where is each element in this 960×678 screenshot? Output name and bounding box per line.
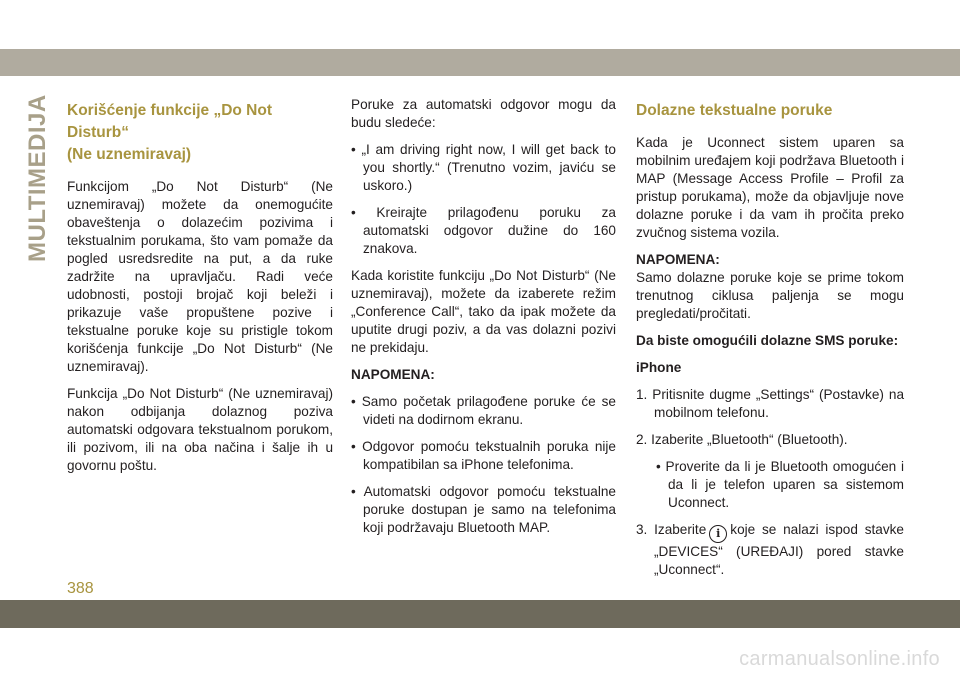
header-band [0,49,960,76]
paragraph: Funkcijom „Do Not Disturb“ (Ne uznemiravaj) možete da onemogućite obaveštenja o dolazećim pozivima i tekstualnim porukama, što vam pomaže da pogled usredsredite na put, a da ruke zadržite na upravljaču. Radi veće udobnosti, postoji brojač koji beleži i prikazuje vaše propuštene pozive i tekstualne poruke koje su pristigle tokom korišćenja funkcije „Do Not Disturb“ (Ne uznemiravaj). [67,179,333,374]
section-heading-do-not-disturb [67,100,333,166]
section-side-label: MULTIMEDIJA [24,94,51,262]
column-2 [351,96,616,546]
bullet-item: • „I am driving right now, I will get back to you shortly.“ (Trenutno vozim, javiću se uskoro.) [351,142,616,193]
note-bullet: • Samo početak prilagođene poruke će se videti na dodirnom ekranu. [351,394,616,427]
sms-heading: Da biste omogućili dolazne SMS poruke: [636,333,899,348]
step-3 [636,521,904,579]
paragraph: Kada je Uconnect sistem uparen sa mobilnim uređajem koji podržava Bluetooth i MAP (Message Access Profile – Profil za pristup porukama), može da objavljuje nove dolazne poruke i da vam ih pročita preko zvučnog sistema vozila. [636,135,904,240]
page-number: 388 [67,580,94,597]
paragraph: Funkcija „Do Not Disturb“ (Ne uznemiravaj) nakon odbijanja dolaznog poziva automatski odgovara tekstualnom porukom, ili pozivom, ili na oba načina i šalje ih u govornu poštu. [67,386,333,473]
note-bullet: • Automatski odgovor pomoću tekstualne poruke dostupan je samo na telefonima koji podržavaju Bluetooth MAP. [351,484,616,535]
note-text: Samo dolazne poruke koje se prime tokom trenutnog ciklusa paljenja se mogu pregledati/pročitati. [636,270,904,321]
step-3-suffix: koje se nalazi ispod stavke „DEVICES“ (UREĐAJI) pored stavke „Uconnect“. [654,522,904,577]
paragraph: Poruke za automatski odgovor mogu da budu sledeće: [351,97,616,130]
watermark: carmanualsonline.info [739,648,940,670]
note-heading: NAPOMENA: [351,367,435,382]
iphone-heading: iPhone [636,360,682,375]
heading-line-1: Korišćenje funkcije „Do Not Disturb“ [67,102,272,141]
step-1: 1. Pritisnite dugme „Settings“ (Postavke) na mobilnom telefonu. [636,387,904,420]
note-bullet: • Odgovor pomoću tekstualnih poruka nije kompatibilan sa iPhone telefonima. [351,439,616,472]
column-3 [636,96,904,588]
column-1 [67,96,333,484]
footer-band [0,600,960,628]
section-heading-incoming-messages: Dolazne tekstualne poruke [636,102,833,119]
step-2-bullet: • Proverite da li je Bluetooth omogućen i da li je telefon uparen sa sistemom Uconnect. [656,459,904,510]
note-heading: NAPOMENA: [636,252,720,267]
bullet-item: • Kreirajte prilagođenu poruku za automatski odgovor dužine do 160 znakova. [351,205,616,256]
info-icon: i [709,525,727,543]
heading-line-2: (Ne uznemiravaj) [67,146,192,163]
step-2: 2. Izaberite „Bluetooth“ (Bluetooth). [636,432,848,447]
paragraph: Kada koristite funkciju „Do Not Disturb“ (Ne uznemiravaj), možete da izaberete režim „Conference Call“, tako da ipak možete da uputite drugi poziv, a da vas dolazni pozivi ne prekidaju. [351,268,616,355]
step-3-prefix: 3. Izaberite [636,522,707,537]
